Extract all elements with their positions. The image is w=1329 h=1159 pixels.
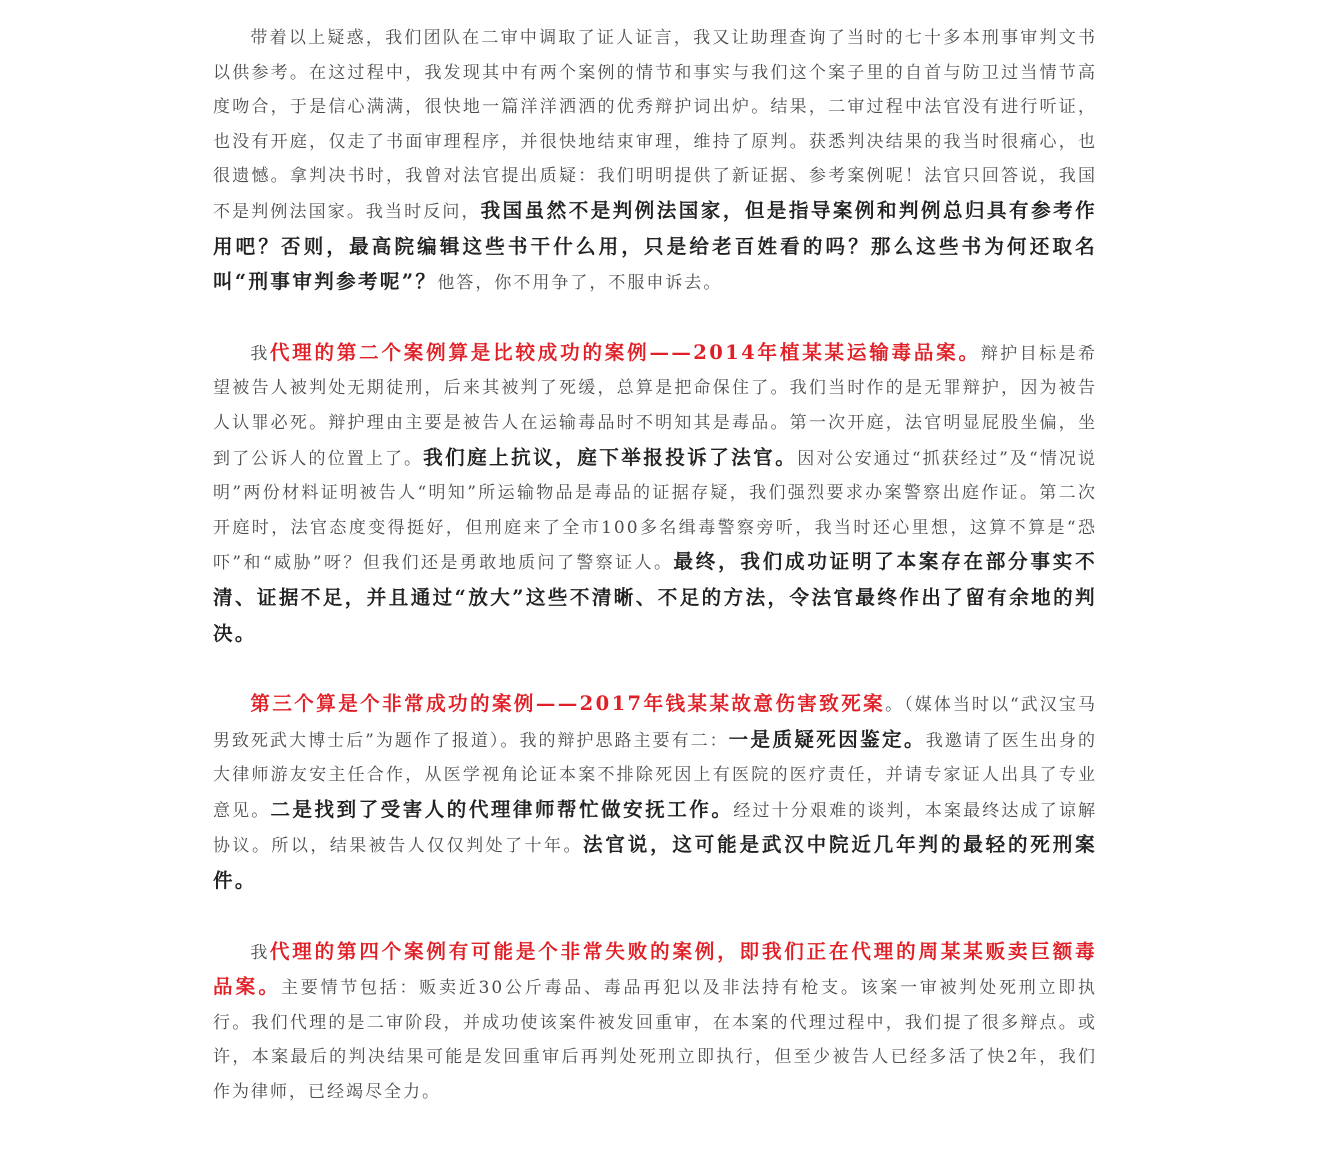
paragraph-1 (213, 21, 1097, 301)
red-highlight-run: 第三个算是个非常成功的案例——2017年钱某某故意伤害致死案 (250, 692, 886, 716)
text-run: 我邀请了医生出身的大律师游友安主任合作，从医学视角论证本案不排除死因上有医院的医疗责任，并请专家证人出具了专业意见。 (213, 730, 1097, 821)
bold-text-run: 我们庭上抗议，庭下举报投诉了法官。 (423, 445, 798, 469)
text-run: 带着以上疑惑，我们团队在二审中调取了证人证言，我又让助理查询了当时的七十多本刑事审判文书以供参考。在这过程中，我发现其中有两个案例的情节和事实与我们这个案子里的自首与防卫过当情节高度吻合，于是信心满满，很快地一篇洋洋洒洒的优秀辩护词出炉。结果，二审过程中法官没有进行听证，也没有开庭，仅走了书面审理程序，并很快地结束审理，维持了原判。获悉判决结果的我当时很痛心，也很遗憾。拿判决书时，我曾对法官提出质疑：我们明明提供了新证据、参考案例呢！法官只回答说，我国不是判例法国家。我当时反问， (213, 28, 1097, 222)
bold-text-run: 法官说，这可能是武汉中院近几年判的最轻的死刑案件。 (213, 833, 1098, 893)
text-run: 主要情节包括：贩卖近30公斤毒品、毒品再犯以及非法持有枪支。该案一审被判处死刑立即执行。我们代理的是二审阶段，并成功使该案件被发回重审，在本案的代理过程中，我们提了很多辩点。或许，本案最后的判决结果可能是发回重审后再判处死刑立即执行，但至少被告人已经多活了快2年，我们作为律师，已经竭尽全力。 (213, 978, 1097, 1103)
bold-text-run: 我国虽然不是判例法国家，但是指导案例和判例总归具有参考作用吧？否则，最高院编辑这些书干什么用，只是给老百姓看的吗？那么这些书为何还取名叫“刑事审判参考呢”？ (213, 198, 1097, 294)
bold-text-run: 二是找到了受害人的代理律师帮忙做安抚工作。 (270, 797, 734, 821)
text-run: 经过十分艰难的谈判，本案最终达成了谅解协议。所以，结果被告人仅仅判处了十年。 (213, 800, 1098, 857)
bold-text-run: 最终，我们成功证明了本案存在部分事实不清、证据不足，并且通过“放大”这些不清晰、不足的方法，令法官最终作出了留有余地的判决。 (213, 550, 1097, 645)
paragraph-2 (213, 336, 1097, 652)
text-run: 我 (250, 942, 270, 963)
paragraph-4 (213, 935, 1097, 1110)
red-highlight-run: 代理的第四个案例有可能是个非常失败的案例，即我们正在代理的周某某贩卖巨额毒品案。 (213, 939, 1097, 999)
bold-text-run: 一是质疑死因鉴定。 (728, 727, 926, 751)
article-body (213, 21, 1097, 1110)
text-run: 他答，你不用争了，不服申诉去。 (437, 273, 723, 294)
text-run: 我 (250, 343, 270, 364)
paragraph-3 (213, 687, 1097, 900)
text-run: 因对公安通过“抓获经过”及“情况说明”两份材料证明被告人“明知”所运输物品是毒品的证据存疑，我们强烈要求办案警察出庭作证。第二次开庭时，法官态度变得挺好，但刑庭来了全市100多名缉毒警察旁听，我当时还心里想，这算不算是“恐吓”和“威胁”呀？但我们还是勇敢地质问了警察证人。 (213, 448, 1097, 574)
text-run: 辩护目标是希望被告人被判处无期徒刑，后来其被判了死缓，总算是把命保住了。我们当时作的是无罪辩护，因为被告人认罪必死。辩护理由主要是被告人在运输毒品时不明知其是毒品。第一次开庭，法官明显屁股坐偏，坐到了公诉人的位置上了。 (213, 343, 1098, 469)
text-run: 。（媒体当时以“武汉宝马男致死武大博士后”为题作了报道）。我的辩护思路主要有二： (213, 695, 1097, 751)
red-highlight-run: 代理的第二个案例算是比较成功的案例——2014年植某某运输毒品案。 (269, 340, 981, 364)
